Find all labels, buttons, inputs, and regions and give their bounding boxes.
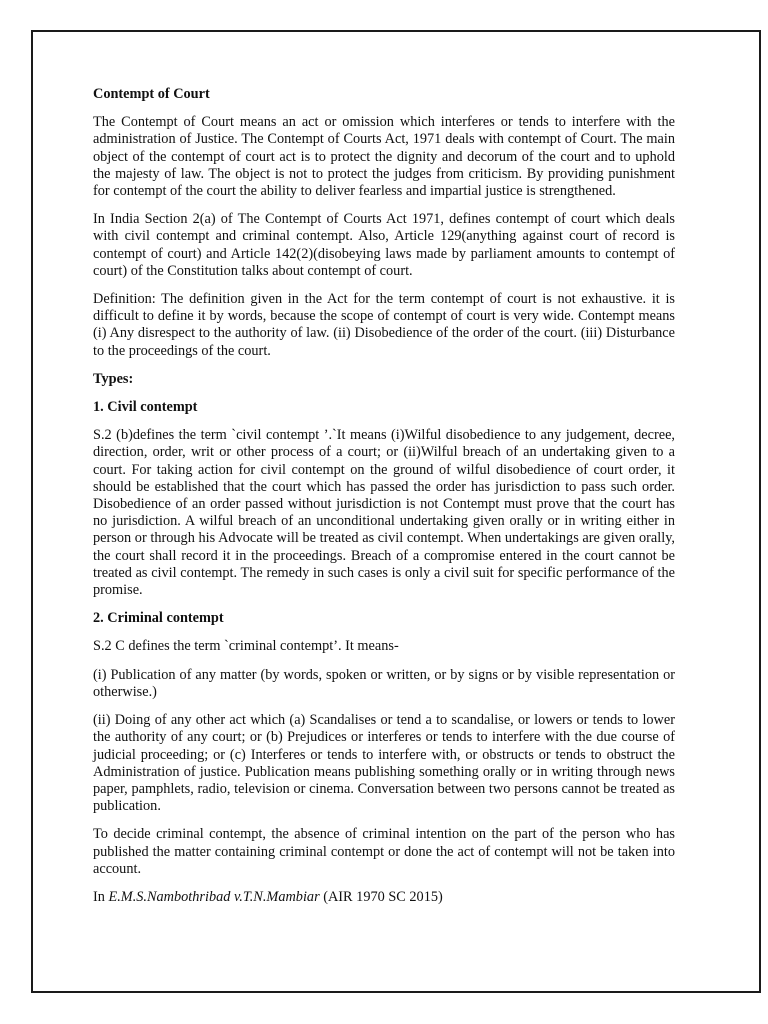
document-body — [93, 86, 675, 917]
case-citation — [93, 889, 675, 906]
citation-prefix: In — [93, 888, 109, 905]
document-title: Contempt of Court — [93, 86, 210, 102]
intro-paragraph: The Contempt of Court means an act or omission which interferes or tends to interfere with the administration of Justice. The Contempt of Courts Act, 1971 deals with contempt of Court. The main object of the contempt of court act is to protect the dignity and decorum of the court and to uphold the majesty of law. The object is not to protect the judges from criticism. By providing punishment for contempt of the court the ability to deliver fearless and impartial justice is strengthened. — [93, 114, 675, 200]
criminal-contempt-heading: 2. Criminal contempt — [93, 610, 224, 627]
india-section-paragraph: In India Section 2(a) of The Contempt of Courts Act 1971, defines contempt of court which deals with civil contempt and criminal contempt. Also, Article 129(anything against court of record is contempt of court) and Article 142(2)(disobeying laws made by parliament amounts to contempt of court) of the Constitution talks about contempt of court. — [93, 211, 675, 279]
civil-contempt-paragraph: S.2 (b)defines the term `civil contempt ’.`It means (i)Wilful disobedience to any judgement, decree, direction, order, writ or other process of a court; or (ii)Wilful breach of an undertaking given to a court. For taking action for civil contempt on the ground of wilful disobedience of court order, it should be established that the court which has passed the order has jurisdiction to pass such order. Disobedience of an order passed without jurisdiction is not Contempt must prove that the court has no jurisdiction. A wilful breach of an unconditional undertaking given orally or in writing either in person or through his Advocate will be treated as civil contempt. When undertakings are given orally, the court shall record it in the proceedings. Breach of a compromise entered in the court cannot be treated as civil contempt. The remedy in such cases is only a civil suit for specific performance of the promise. — [93, 427, 675, 599]
criminal-intention-paragraph: To decide criminal contempt, the absence of criminal intention on the part of the person who has published the matter containing criminal contempt or done the act of contempt will not be taken into account. — [93, 826, 675, 877]
criminal-contempt-item-i: (i) Publication of any matter (by words, spoken or written, or by signs or by visible representation or otherwise.) — [93, 666, 675, 700]
criminal-contempt-item-ii: (ii) Doing of any other act which (a) Scandalises or tend a to scandalise, or lowers or tends to lower the authority of any court; or (b) Prejudices or interferes or tends to interfere with the due course of judicial proceeding; or (c) Interferes or tends to interfere with, or obstructs or tends to obstruct the Administration of justice. Publication means publishing something orally or in writing through news paper, pamphlets, radio, television or cinema. Conversation between two persons cannot be treated as publication. — [93, 712, 675, 815]
citation-reference: (AIR 1970 SC 2015) — [319, 888, 443, 905]
citation-case-name: E.M.S.Nambothribad v.T.N.Mambiar — [108, 888, 320, 905]
types-heading: Types: — [93, 370, 134, 387]
definition-paragraph: Definition: The definition given in the Act for the term contempt of court is not exhaustive. it is difficult to define it by words, because the scope of contempt of court is very wide. Contempt means (i) Any disrespect to the authority of law. (ii) Disobedience of the order of the court. (iii) Disturbance to the proceedings of the court. — [93, 291, 675, 359]
criminal-contempt-definition: S.2 C defines the term `criminal contempt’. It means- — [93, 638, 399, 655]
civil-contempt-heading: 1. Civil contempt — [93, 399, 198, 416]
